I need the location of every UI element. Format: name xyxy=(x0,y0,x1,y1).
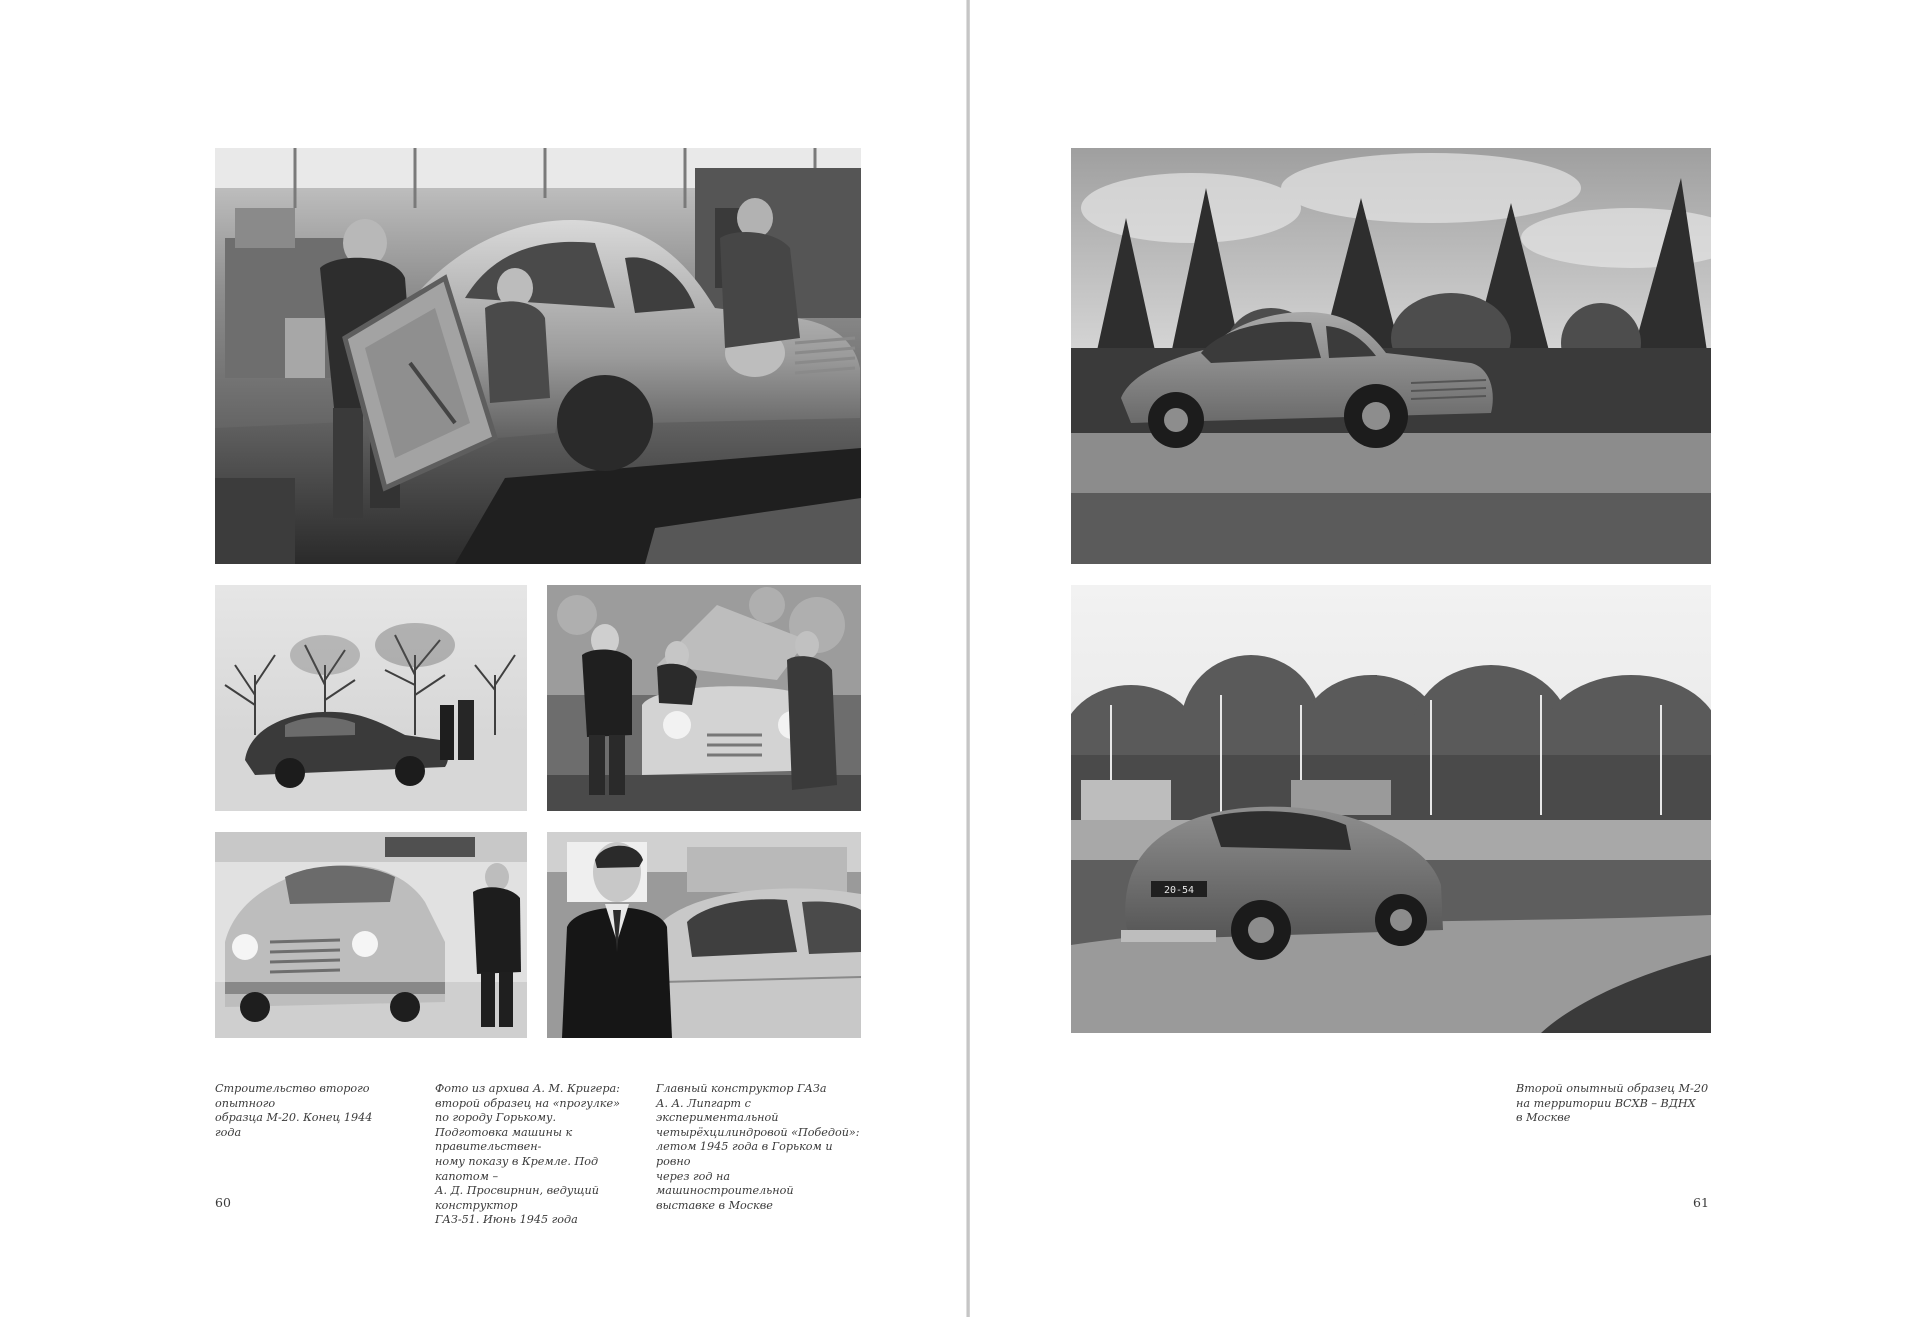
caption-chief-designer: Главный конструктор ГАЗа А. А. Липгарт с экспериментальной четырёхцилиндровой «Победой»: летом 1945 года в Горьком и ровно через год на машиностроительной выставке в Москве xyxy=(656,1082,860,1212)
page-number-right: 61 xyxy=(1693,1195,1709,1210)
page-number-left: 60 xyxy=(215,1195,231,1210)
license-plate-text: 20-54 xyxy=(1163,885,1195,896)
car-front-man-photo xyxy=(215,832,527,1038)
right-page xyxy=(970,0,1920,1317)
car-vdnkh-photo xyxy=(1071,585,1711,1033)
winter-car-photo xyxy=(215,585,527,811)
car-fir-trees-photo xyxy=(1071,148,1711,564)
workshop-photo xyxy=(215,148,861,564)
open-hood-photo xyxy=(547,585,861,811)
caption-workshop: Строительство второго опытного образца М-20. Конец 1944 года xyxy=(215,1082,373,1139)
caption-kriger-archive: Фото из архива А. М. Кригера: второй образец на «прогулке» по городу Горькому. Подготовка машины к правительствен- ному показу в Кремле. Под капотом – А. Д. Просвирнин, ведущий конструктор ГАЗ-51. Июнь 1945 года xyxy=(435,1082,620,1227)
designer-portrait-photo xyxy=(547,832,861,1038)
caption-vdnkh: Второй опытный образец М-20 на территории ВСХВ – ВДНХ в Москве xyxy=(1516,1082,1709,1125)
